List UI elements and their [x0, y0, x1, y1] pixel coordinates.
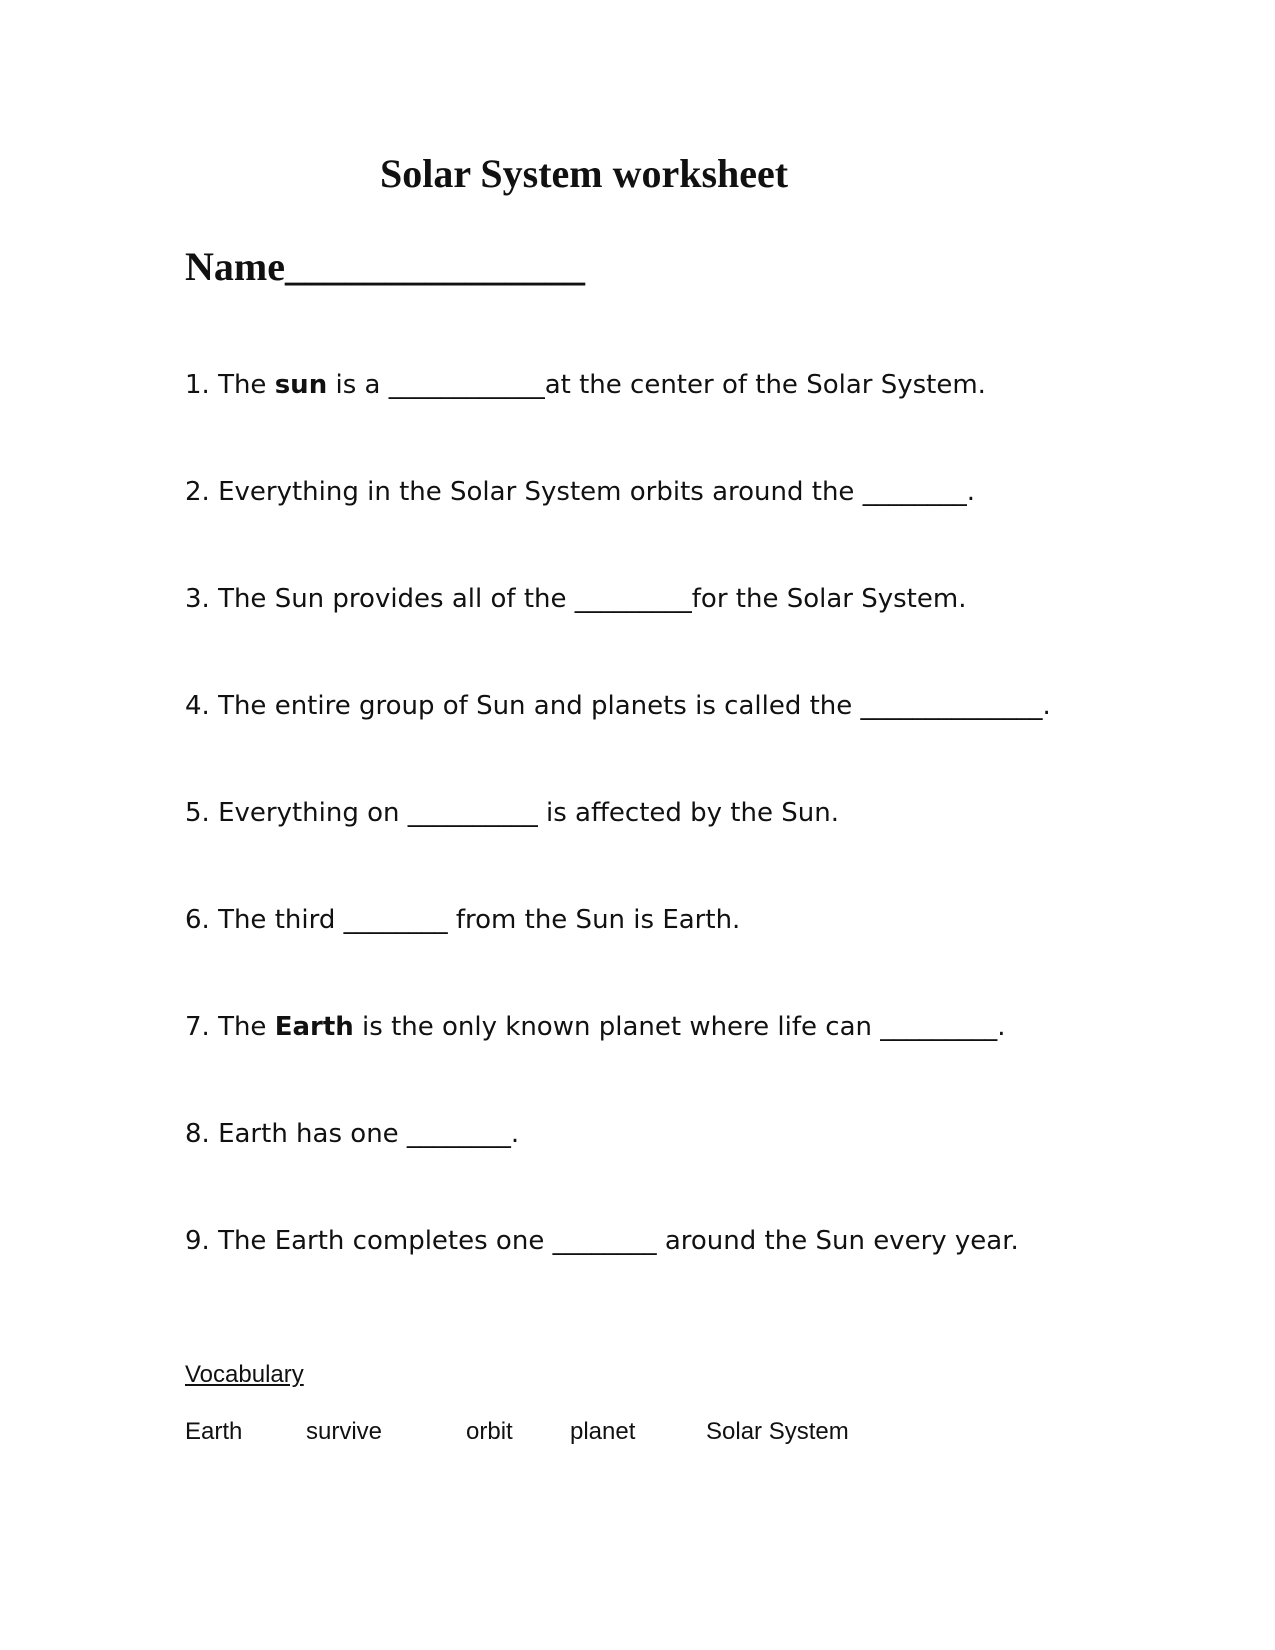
question-6: 6. The third ________ from the Sun is Earth. — [185, 905, 741, 935]
question-8: 8. Earth has one ________. — [185, 1119, 520, 1149]
vocab-word: planet — [570, 1418, 636, 1445]
bold-term-earth: Earth — [274, 1012, 354, 1042]
vocab-word: survive — [306, 1418, 383, 1445]
question-2: 2. Everything in the Solar System orbits around the ________. — [185, 477, 975, 507]
question-5: 5. Everything on __________ is affected by the Sun. — [185, 798, 839, 828]
vocabulary-heading: Vocabulary — [185, 1361, 304, 1388]
question-9: 9. The Earth completes one ________ around the Sun every year. — [185, 1226, 1019, 1256]
vocab-word: Earth — [185, 1418, 243, 1445]
question-7: 7. The Earth is the only known planet where life can _________. — [185, 1012, 1006, 1042]
vocab-word: orbit — [466, 1418, 513, 1445]
name-field-label: Name_______________ — [185, 244, 585, 289]
question-3: 3. The Sun provides all of the _________for the Solar System. — [185, 584, 967, 614]
question-1: 1. The sun is a ____________at the center of the Solar System. — [185, 370, 986, 400]
question-4: 4. The entire group of Sun and planets is called the ______________. — [185, 691, 1051, 721]
bold-term-sun: sun — [274, 370, 328, 400]
page-title: Solar System worksheet — [380, 151, 789, 196]
vocab-word: Solar System — [706, 1418, 849, 1445]
